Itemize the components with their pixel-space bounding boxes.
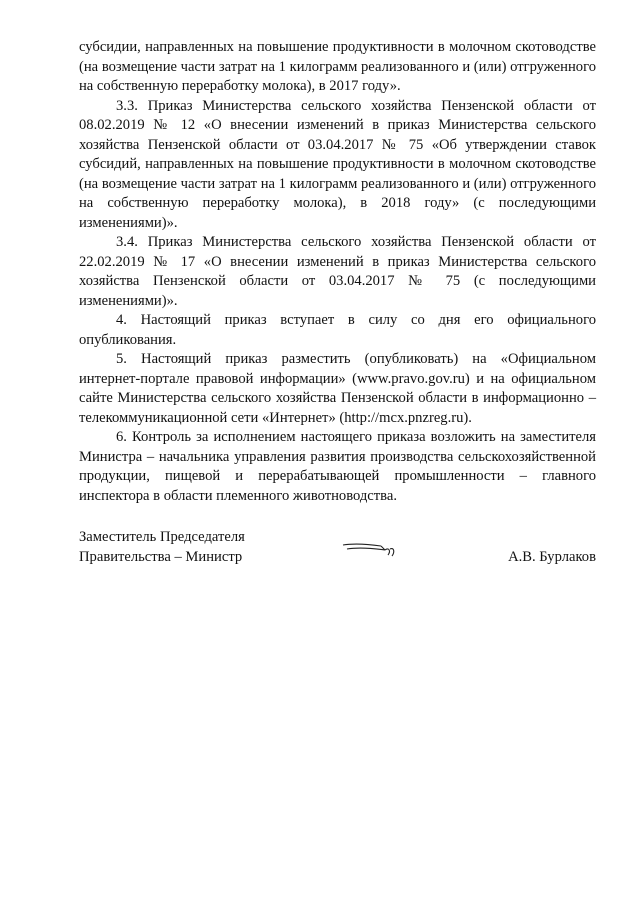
signatory-title-line1: Заместитель Председателя bbox=[79, 529, 245, 545]
paragraph-continuation: субсидии, направленных на повышение продуктивности в молочном скотоводстве (на возмещение части затрат на 1 килограмм реализованного и (или) отгруженного на собственную переработку молока), в 2017 году». bbox=[79, 39, 596, 94]
paragraph-3-3: 3.3. Приказ Министерства сельского хозяйства Пензенской области от 08.02.2019 № 12 «О внесении изменений в приказ Министерства сельского хозяйства Пензенской области от 03.04.2017 № 75 «Об утверждении ставок субсидий, направленных на повышение продуктивности в молочном скотоводстве (на возмещение части затрат на 1 килограмм реализованного и (или) отгруженного на собственную переработку молока), в 2018 году» (с последующими изменениями)». bbox=[79, 97, 596, 231]
paragraph-6: 6. Контроль за исполнением настоящего приказа возложить на заместителя Министра – начальника управления развития производства сельскохозяйственной продукции, пищевой и перерабатывающей промышленности – главного инспектора в области племенного животноводства. bbox=[79, 429, 596, 504]
document-body bbox=[79, 38, 596, 506]
signatory-title bbox=[79, 528, 245, 567]
paragraph-5: 5. Настоящий приказ разместить (опубликовать) на «Официальном интернет-портале правовой информации» (www.pravo.gov.ru) и на официальном сайте Министерства сельского хозяйства Пензенской области в информационно – телекоммуникационной сети «Интернет» (http://mcx.pnzreg.ru). bbox=[79, 351, 596, 426]
handwritten-signature bbox=[341, 537, 401, 559]
signatory-name: А.В. Бурлаков bbox=[508, 548, 596, 565]
paragraph-4: 4. Настоящий приказ вступает в силу со дня его официального опубликования. bbox=[79, 312, 596, 348]
paragraph-3-4: 3.4. Приказ Министерства сельского хозяйства Пензенской области от 22.02.2019 № 17 «О внесении изменений в приказ Министерства сельского хозяйства Пензенской области от 03.04.2017 № 75 (с последующими изменениями)». bbox=[79, 234, 596, 309]
signatory-title-line2: Правительства – Министр bbox=[79, 548, 243, 565]
